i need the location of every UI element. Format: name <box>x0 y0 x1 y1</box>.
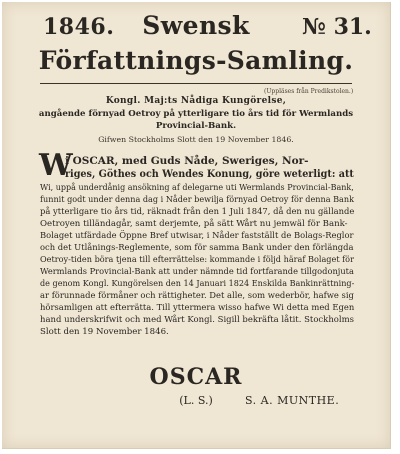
signature-name: OSCAR <box>149 364 243 390</box>
body-line: Slott den 19 November 1846. <box>40 327 169 337</box>
publication-title-line1: Swensk <box>142 11 250 40</box>
body-line: de genom Kongl. Kungörelsen den 14 Januari 1824 Enskilda Bankinrättning- <box>40 279 355 289</box>
body-line: Bolaget utfärdade Öppne Bref utwisar, i Nåder fastställt de Bolags-Reglor <box>40 231 354 241</box>
body-line: i OSCAR, med Guds Nåde, Sweriges, Nor- <box>65 155 309 167</box>
body-line: hörsamligen att efterrätta. Till yttermera wisso hafwe Wi detta med Egen <box>40 303 355 313</box>
body-line: riges, Göthes och Wendes Konung, göre weterligt: att <box>65 168 354 180</box>
seal-mark: (L. S.) <box>179 394 213 407</box>
body-line: Oetroy-tiden böra tjena till efterrättelse: kommande i följd häraf Bolaget för <box>40 255 354 265</box>
decree-subject-line2: Provincial-Bank. <box>155 121 237 131</box>
issue-number: № 31. <box>302 14 372 40</box>
publication-title-line2: Författnings-Samling. <box>38 46 354 75</box>
header-rule <box>40 83 352 84</box>
body-line: Wermlands Provincial-Bank att under nämnde tid fortfarande tillgodonjuta <box>40 267 354 277</box>
body-line: funnit godt under denna dag i Nåder bewilja förnyad Oetroy för denna Bank <box>40 195 355 205</box>
countersignature: S. A. MUNTHE. <box>245 394 340 407</box>
body-line: och det Utlånings-Reglemente, som för samma Bank under den förlängda <box>40 243 354 253</box>
body-line: på ytterligare tio års tid, räknadt från den 1 Juli 1847, då den nu gällande <box>40 207 355 217</box>
body-line: Wi, uppå underdånig ansökning af delegarne uti Wermlands Provincial-Bank, <box>40 183 354 193</box>
body-line: hand underskrifwit och med Wårt Kongl. Sigill bekräfta låtit. Stockholms <box>40 315 355 325</box>
document-page <box>2 2 391 449</box>
decree-title: Kongl. Maj:ts Nådiga Kungörelse, <box>105 96 287 106</box>
year: 1846. <box>43 14 115 40</box>
decree-subject-line1: angående förnyad Oetroy på ytterligare tio års tid för Wermlands <box>38 109 354 119</box>
drop-cap: W <box>39 148 73 183</box>
body-line: ar förunnade förmåner och rättigheter. Det alle, som wederbör, hafwe sig <box>40 291 354 301</box>
reading-note: (Uppläses från Predikstolen.) <box>264 88 354 95</box>
decree-date: Gifwen Stockholms Slott den 19 November 1846. <box>98 135 294 144</box>
body-line: Oetroyen tilländagår, samt derjemte, på sätt Wårt nu jemwäl för Bank- <box>40 219 348 229</box>
